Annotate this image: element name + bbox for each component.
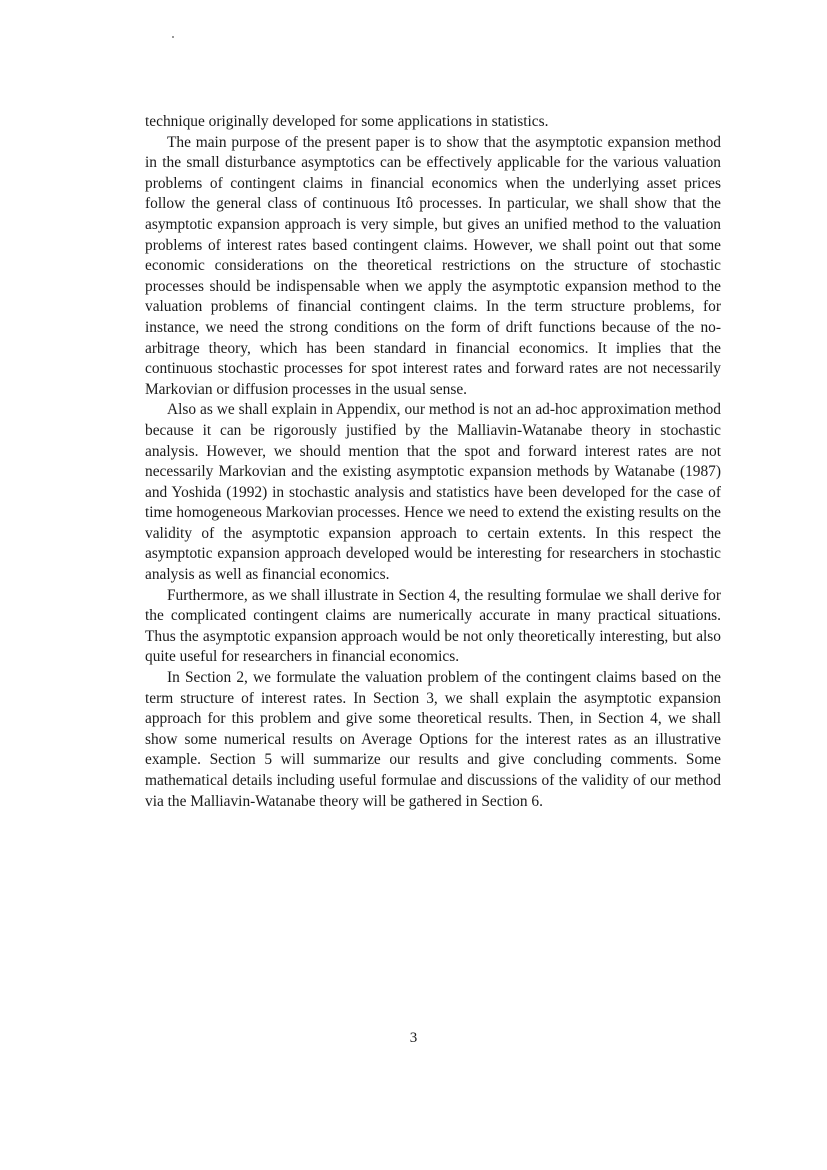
- paragraph-furthermore: Furthermore, as we shall illustrate in Section 4, the resulting formulae we shall derive for the complicated contingent claims are numerically accurate in many practical situations. Thus the asymptotic expansion approach would be not only theoretically interesting, but also quite useful for researchers in financial economics.: [145, 586, 721, 666]
- scan-speck: [172, 36, 174, 38]
- paragraph-outline: In Section 2, we formulate the valuation problem of the contingent claims based on the term structure of interest rates. In Section 3, we shall explain the asymptotic expansion approach for this problem and give some theoretical results. Then, in Section 4, we shall show some numerical results on Average Options for the interest rates as an illustrative example. Section 5 will summarize our results and give concluding comments. Some mathematical details including useful formulae and discussions of the validity of our method via the Malliavin-Watanabe theory will be gathered in Section 6.: [145, 669, 721, 810]
- paragraph-continuation: technique originally developed for some applications in statistics.: [145, 113, 549, 130]
- body-text: [145, 112, 721, 812]
- paragraph-appendix: Also as we shall explain in Appendix, our method is not an ad-hoc approximation method because it can be rigorously justified by the Malliavin-Watanabe theory in stochastic analysis. However, we should mention that the spot and forward interest rates are not necessarily Markovian and the existing asymptotic expansion methods by Watanabe (1987) and Yoshida (1992) in stochastic analysis and statistics have been developed for the case of time homogeneous Markovian processes. Hence we need to extend the existing results on the validity of the asymptotic expansion approach to certain extents. In this respect the asymptotic expansion approach developed would be interesting for researchers in stochastic analysis as well as financial economics.: [145, 401, 721, 584]
- page-number: 3: [409, 1030, 418, 1046]
- paragraph-main-purpose: The main purpose of the present paper is to show that the asymptotic expansion method in the small disturbance asymptotics can be effectively applicable for the various valuation problems of contingent claims in financial economics when the underlying asset prices follow the general class of continuous Itô processes. In particular, we shall show that the asymptotic expansion approach is very simple, but gives an unified method to the valuation problems of interest rates based contingent claims. However, we shall point out that some economic considerations on the theoretical restrictions on the structure of stochastic processes should be indispensable when we apply the asymptotic expansion method to the valuation problems of financial contingent claims. In the term structure problems, for instance, we need the strong conditions on the form of drift functions because of the no-arbitrage theory, which has been standard in financial economics. It implies that the continuous stochastic processes for spot interest rates and forward rates are not necessarily Markovian or diffusion processes in the usual sense.: [145, 133, 721, 398]
